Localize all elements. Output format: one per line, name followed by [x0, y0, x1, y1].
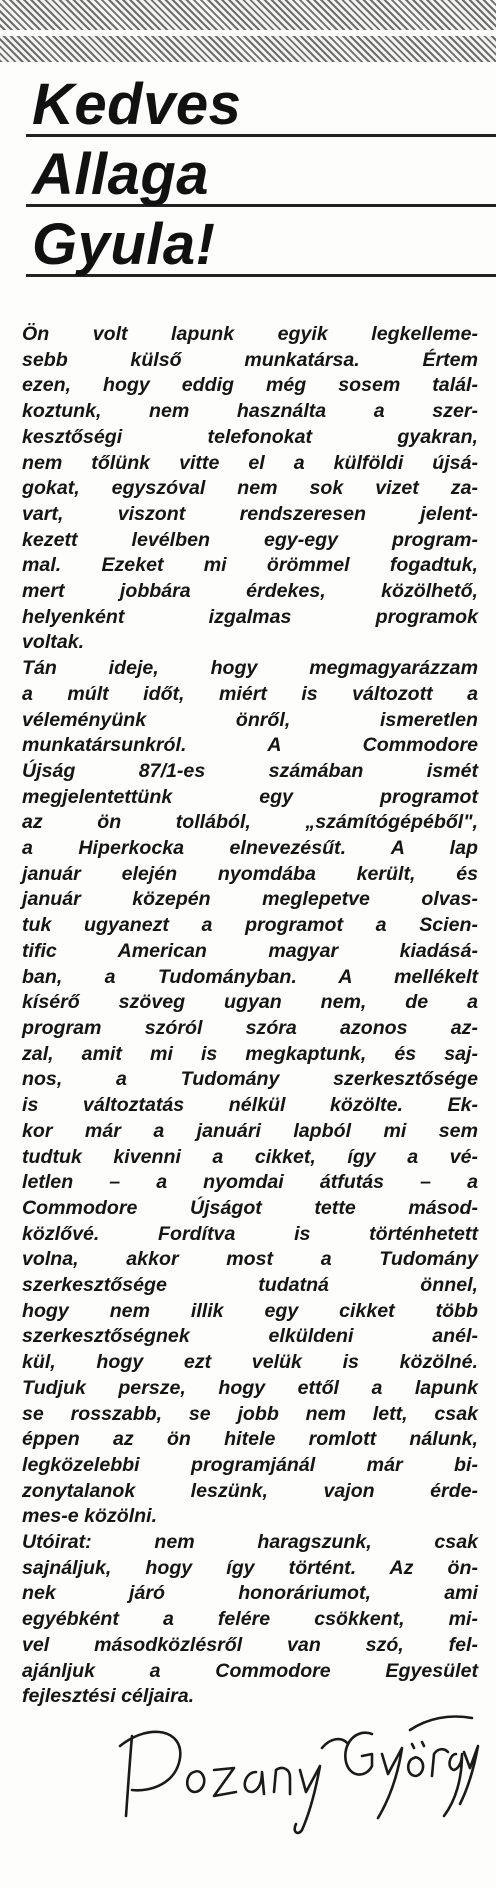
article-line: január elején nyomdába került, és — [22, 862, 478, 885]
article-line: megjelentettünk egy programot — [22, 785, 478, 808]
article-line: Újság 87/1-es számában ismét — [22, 759, 478, 782]
article-line: gokat, egyszóval nem sok vizet za- — [22, 477, 478, 500]
article-line: Ön volt lapunk egyik legkelleme- — [22, 323, 478, 345]
article-line: legközelebbi programjánál már bi- — [22, 1453, 478, 1476]
article-body — [22, 322, 478, 1710]
article-line: vart, viszont rendszeresen jelent- — [22, 502, 478, 525]
article-line: se rosszabb, se jobb nem lett, csak — [22, 1402, 478, 1425]
article-line: január közepén meglepetve olvas- — [22, 888, 478, 911]
article-line: Tán ideje, hogy megmagyarázzam — [22, 657, 478, 680]
article-line: sebb külső munkatársa. Értem — [22, 348, 478, 371]
article-line: zal, amit mi is megkaptunk, és saj- — [22, 1042, 478, 1065]
article-paragraph — [22, 1530, 478, 1710]
article-line: a Hiperkocka elnevezésűt. A lap — [22, 837, 478, 860]
article-line: kül, hogy ezt velük is közölné. — [22, 1351, 478, 1374]
article-line: nos, a Tudomány szerkesztősége — [22, 1068, 478, 1091]
article-line: fejlesztési céljaira. — [22, 1685, 195, 1708]
article-line: közlővé. Fordítva is történhetett — [22, 1222, 478, 1245]
article-line: mal. Ezeket mi örömmel fogadtuk, — [22, 554, 478, 577]
article-line: is változtatás nélkül közölte. Ek- — [22, 1094, 478, 1117]
article-line: a múlt időt, miért is változott a — [22, 682, 478, 705]
article-line: az ön tollából, „számítógépéből", — [22, 811, 478, 834]
article-line: tudtuk kivenni a cikket, így a vé- — [22, 1145, 478, 1168]
article-line: kezett levélben egy-egy program- — [22, 528, 478, 551]
article-line: szerkesztőségnek elküldeni anél- — [22, 1325, 478, 1348]
article-paragraph — [22, 322, 478, 656]
article-line: kísérő szöveg ugyan nem, de a — [22, 991, 478, 1014]
article-line: kesztőségi telefonokat gyakran, — [22, 425, 478, 448]
headline-line: Kedves — [32, 72, 242, 137]
article-line: voltak. — [22, 631, 85, 654]
article-line: tific American magyar kiadásá- — [22, 939, 478, 962]
article-line: egyébként a felére csökkent, mi- — [22, 1608, 478, 1631]
headline-line: Allaga — [32, 142, 210, 207]
handwritten-signature — [110, 1688, 480, 1838]
article-line: ajánljuk a Commodore Egyesület — [22, 1659, 478, 1682]
header-band-gap — [0, 30, 496, 36]
article-line: munkatársunkról. A Commodore — [22, 734, 478, 757]
article-line: ezen, hogy eddig még sosem talál- — [22, 374, 478, 397]
article-line: mes-e közölni. — [22, 1505, 158, 1528]
article-paragraph — [22, 656, 478, 1530]
article-line: Tudjuk persze, hogy ettől a lapunk — [22, 1376, 478, 1399]
article-line: helyenként izgalmas programok — [22, 605, 478, 628]
article-line: vel másodközlésről van szó, fel- — [22, 1633, 478, 1656]
article-line: szerkesztősége tudatná önnel, — [22, 1274, 478, 1297]
article-line: Utóirat: nem haragszunk, csak — [22, 1531, 478, 1554]
headline-line: Gyula! — [32, 212, 216, 277]
article-line: nem tőlünk vitte el a külföldi újsá- — [22, 451, 478, 474]
article-line: zonytalanok leszünk, vajon érde- — [22, 1479, 478, 1502]
article-line: sajnáljuk, hogy így történt. Az ön- — [22, 1556, 478, 1579]
article-line: mert jobbára érdekes, közölhető, — [22, 580, 478, 603]
article-line: volna, akkor most a Tudomány — [22, 1248, 478, 1271]
article-line: véleményünk önről, ismeretlen — [22, 708, 478, 731]
article-line: nek járó honoráriumot, ami — [22, 1582, 478, 1605]
article-line: koztunk, nem használta a szer- — [22, 400, 478, 423]
article-line: kor már a januári lapból mi sem — [22, 1119, 478, 1142]
article-line: Commodore Újságot tette másod- — [22, 1196, 478, 1219]
headline — [32, 70, 472, 280]
article-line: letlen – a nyomdai átfutás – a — [22, 1171, 478, 1194]
article-line: tuk ugyanezt a programot a Scien- — [22, 914, 478, 937]
article-line: ban, a Tudományban. A mellékelt — [22, 965, 478, 988]
article-line: éppen az ön hitele romlott nálunk, — [22, 1428, 478, 1451]
article-line: hogy nem illik egy cikket több — [22, 1299, 478, 1322]
article-line: program szóról szóra azonos az- — [22, 1016, 478, 1039]
